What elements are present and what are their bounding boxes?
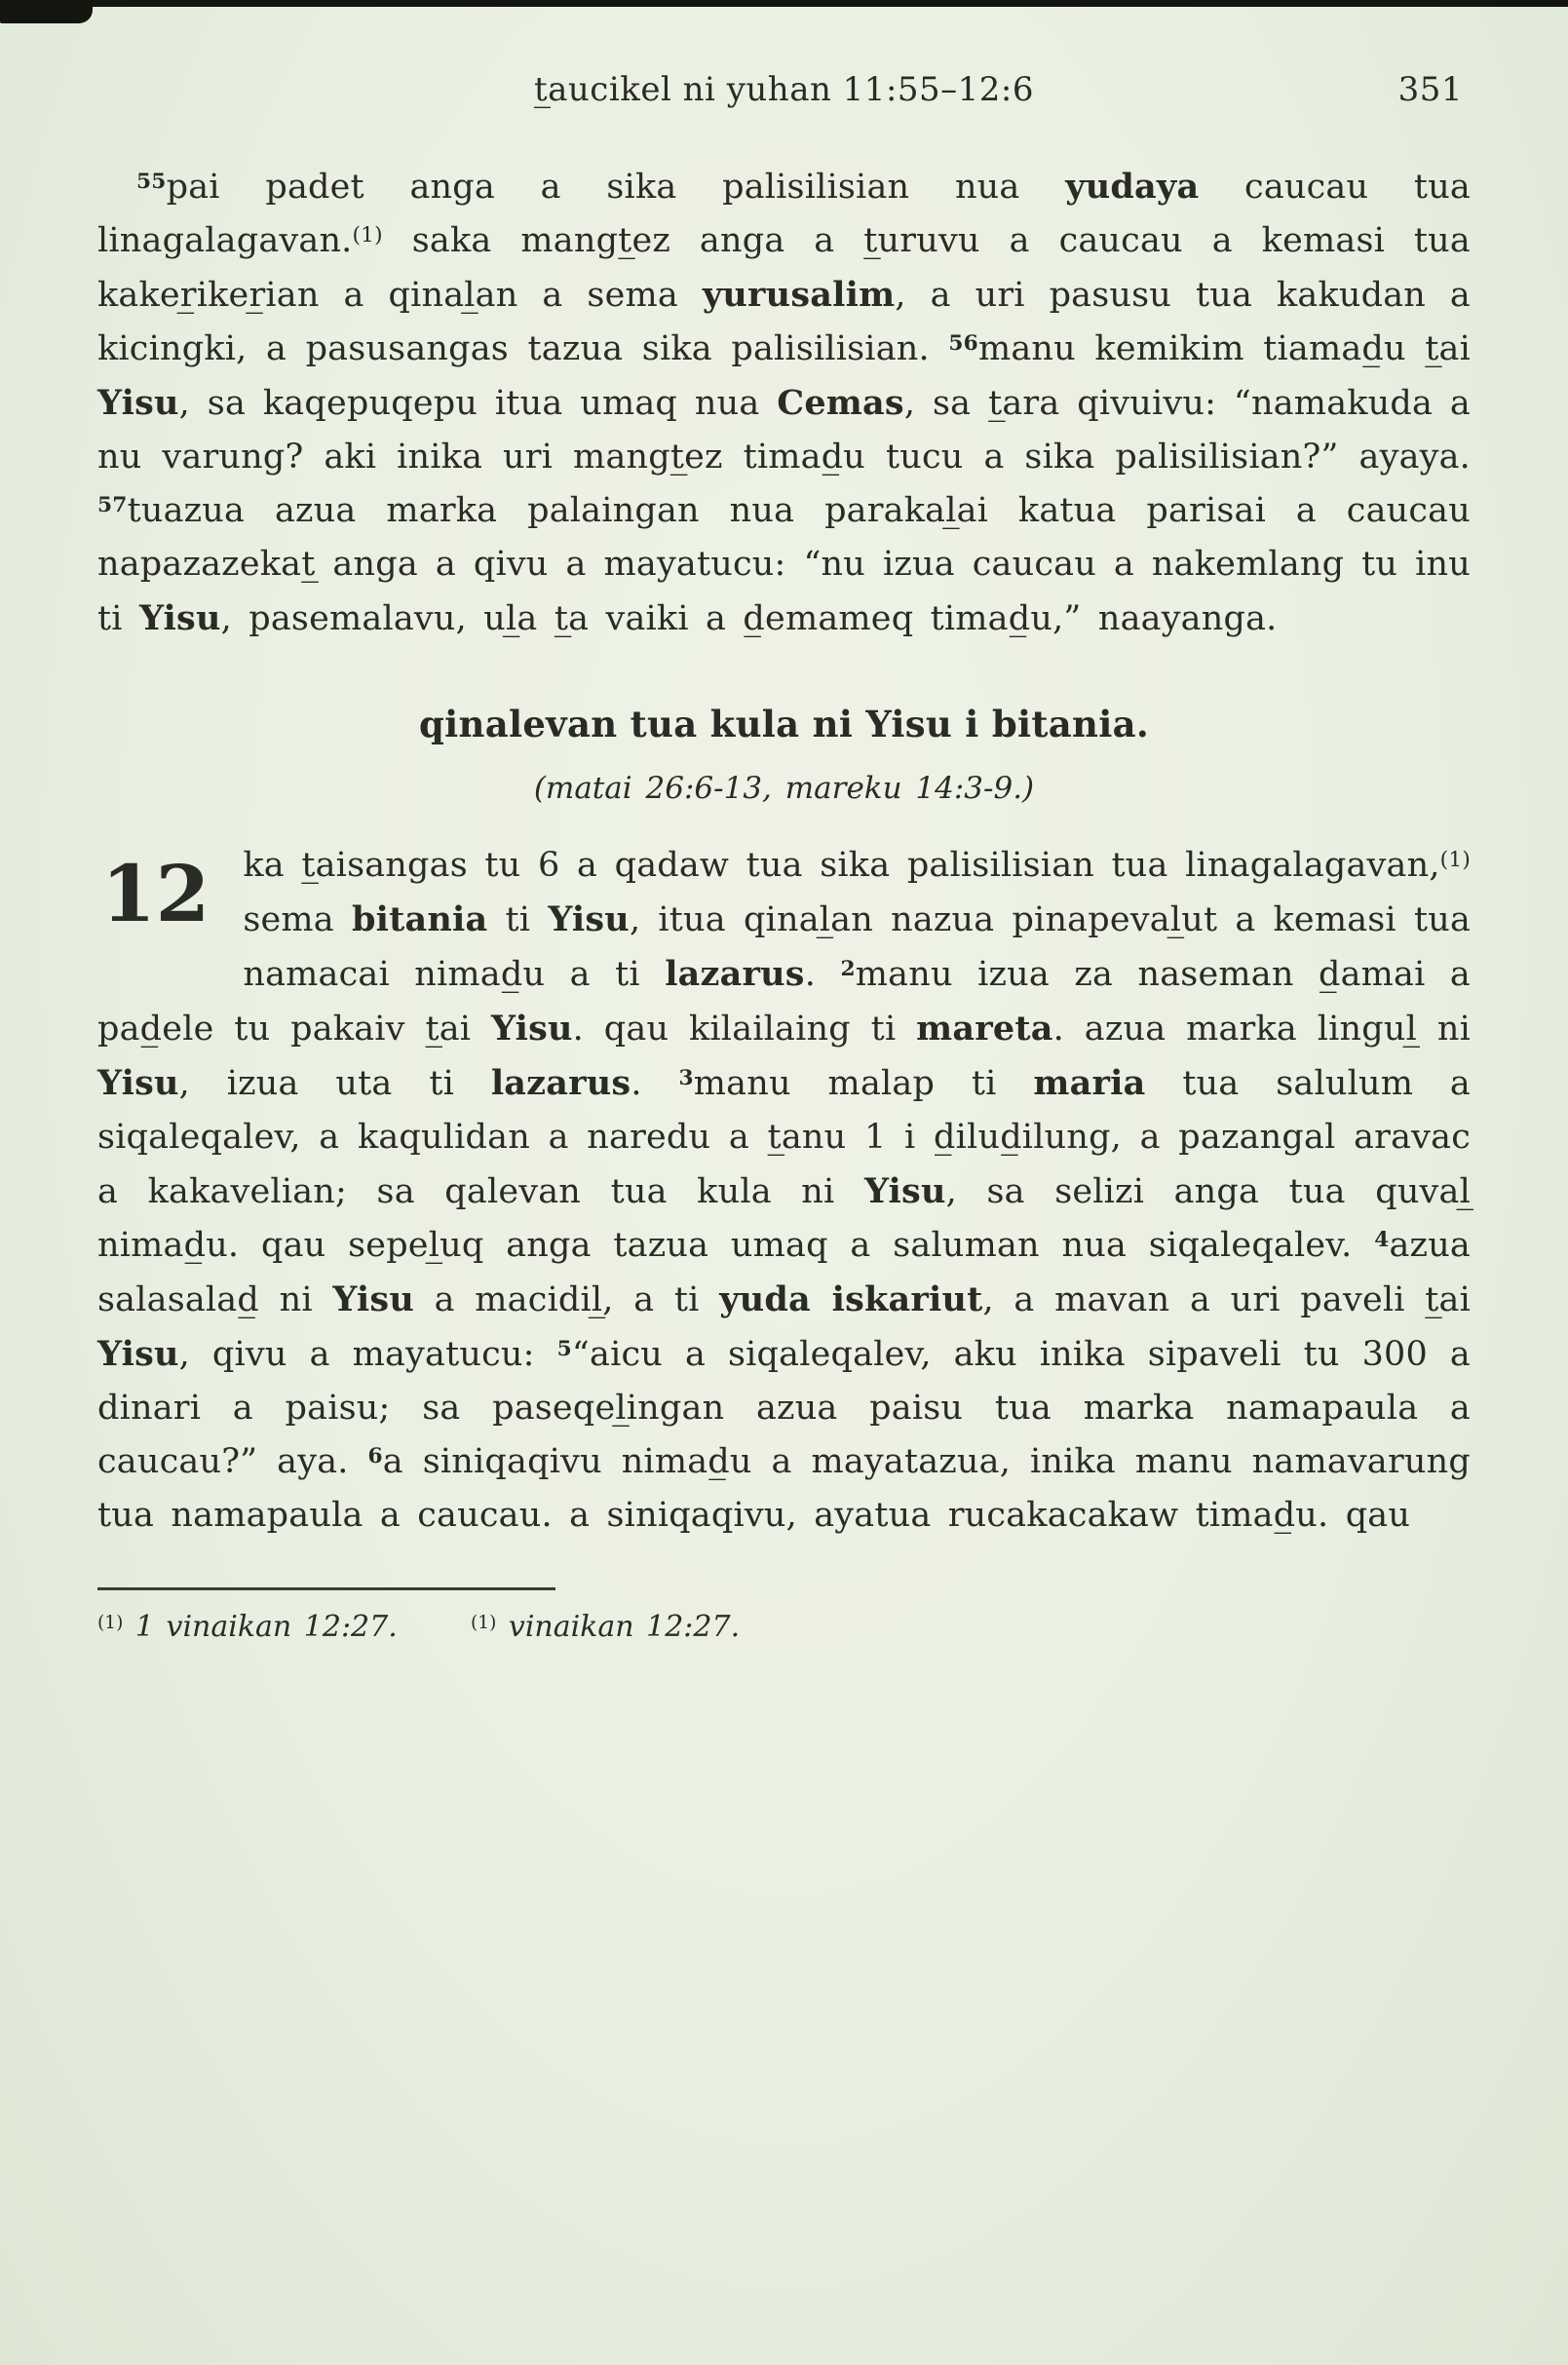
footnote-rule [97, 1587, 555, 1590]
page-header [97, 70, 1471, 109]
footnote-line: $^{(1)}$ 1 vinaikan 12:27. $^{(1)}$ vinaikan 12:27. [97, 1610, 741, 1644]
paragraph-chapter-12 [97, 839, 1471, 1543]
paragraph-verses-55-57: $^{55}$pai padet anga a sika palisilisian nua yudaya caucau tua linagalagavan.$^{(1)}$ saka mangt̲ez anga a t̲uruvu a caucau a kemasi tua kaker̲iker̲ian a qinal̲an a sema yurusalim, a uri pasusu tua kakudan a kicingki, a pasusangas tazua sika palisilisian. $^{56}$manu kemikim tiamad̲u t̲ai Yisu, sa kaqepuqepu itua umaq nua Cemas, sa t̲ara qivuivu: “namakuda a nu varung? aki inika uri mangt̲ez timad̲u tucu a sika palisilisian?” ayaya. $^{57}$tuazua azua marka palaingan nua parakal̲ai katua parisai a caucau napazazekat̲ anga a qivu a mayatucu: “nu izua caucau a nakemlang tu inu ti Yisu, pasemalavu, ul̲a t̲a vaiki a d̲emameq timad̲u,” naayanga. [97, 167, 1472, 638]
parallel-passage-reference: (matai 26:6-13, mareku 14:3-9.) [533, 771, 1035, 806]
section-heading: qinalevan tua kula ni Yisu i bitania. [418, 703, 1150, 745]
page-number: 351 [1397, 70, 1463, 109]
chapter-12-text: ka t̲aisangas tu 6 a qadaw tua sika palisilisian tua linagalagavan,$^{(1)}$ sema bitania ti Yisu, itua qinal̲an nazua pinapeval̲ut a kemasi tua namacai nimad̲u a ti lazarus. $^2$manu izua za naseman d̲amai a pad̲ele tu pakaiv t̲ai Yisu. qau kilailaing ti mareta. azua marka lingul̲ ni Yisu, izua uta ti lazarus. $^3$manu malap ti maria tua salulum a siqaleqalev, a kaqulidan a naredu a t̲anu 1 i d̲ilud̲ilung, a pazangal aravac a kakavelian; sa qalevan tua kula ni Yisu, sa selizi anga tua quval̲ nimad̲u. qau sepel̲uq anga tazua umaq a saluman nua siqaleqalev. $^4$azua salasalad̲ ni Yisu a macidil̲, a ti yuda iskariut, a mavan a uri paveli t̲ai Yisu, qivu a mayatucu: $^5$“aicu a siqaleqalev, aku inika sipaveli tu 300 a dinari a paisu; sa paseqel̲ingan azua paisu tua marka namapaula a caucau?” aya. $^6$a siniqaqivu nimad̲u a mayatazua, inika manu namavarung tua namapaula a caucau. a siniqaqivu, ayatua rucakacakaw timad̲u. qau [97, 846, 1472, 1535]
footnote-block [97, 1587, 1471, 1649]
chapter-number: 12 [101, 848, 210, 939]
running-title: t̲aucikel ni yuhan 11:55–12:6 [533, 70, 1035, 109]
